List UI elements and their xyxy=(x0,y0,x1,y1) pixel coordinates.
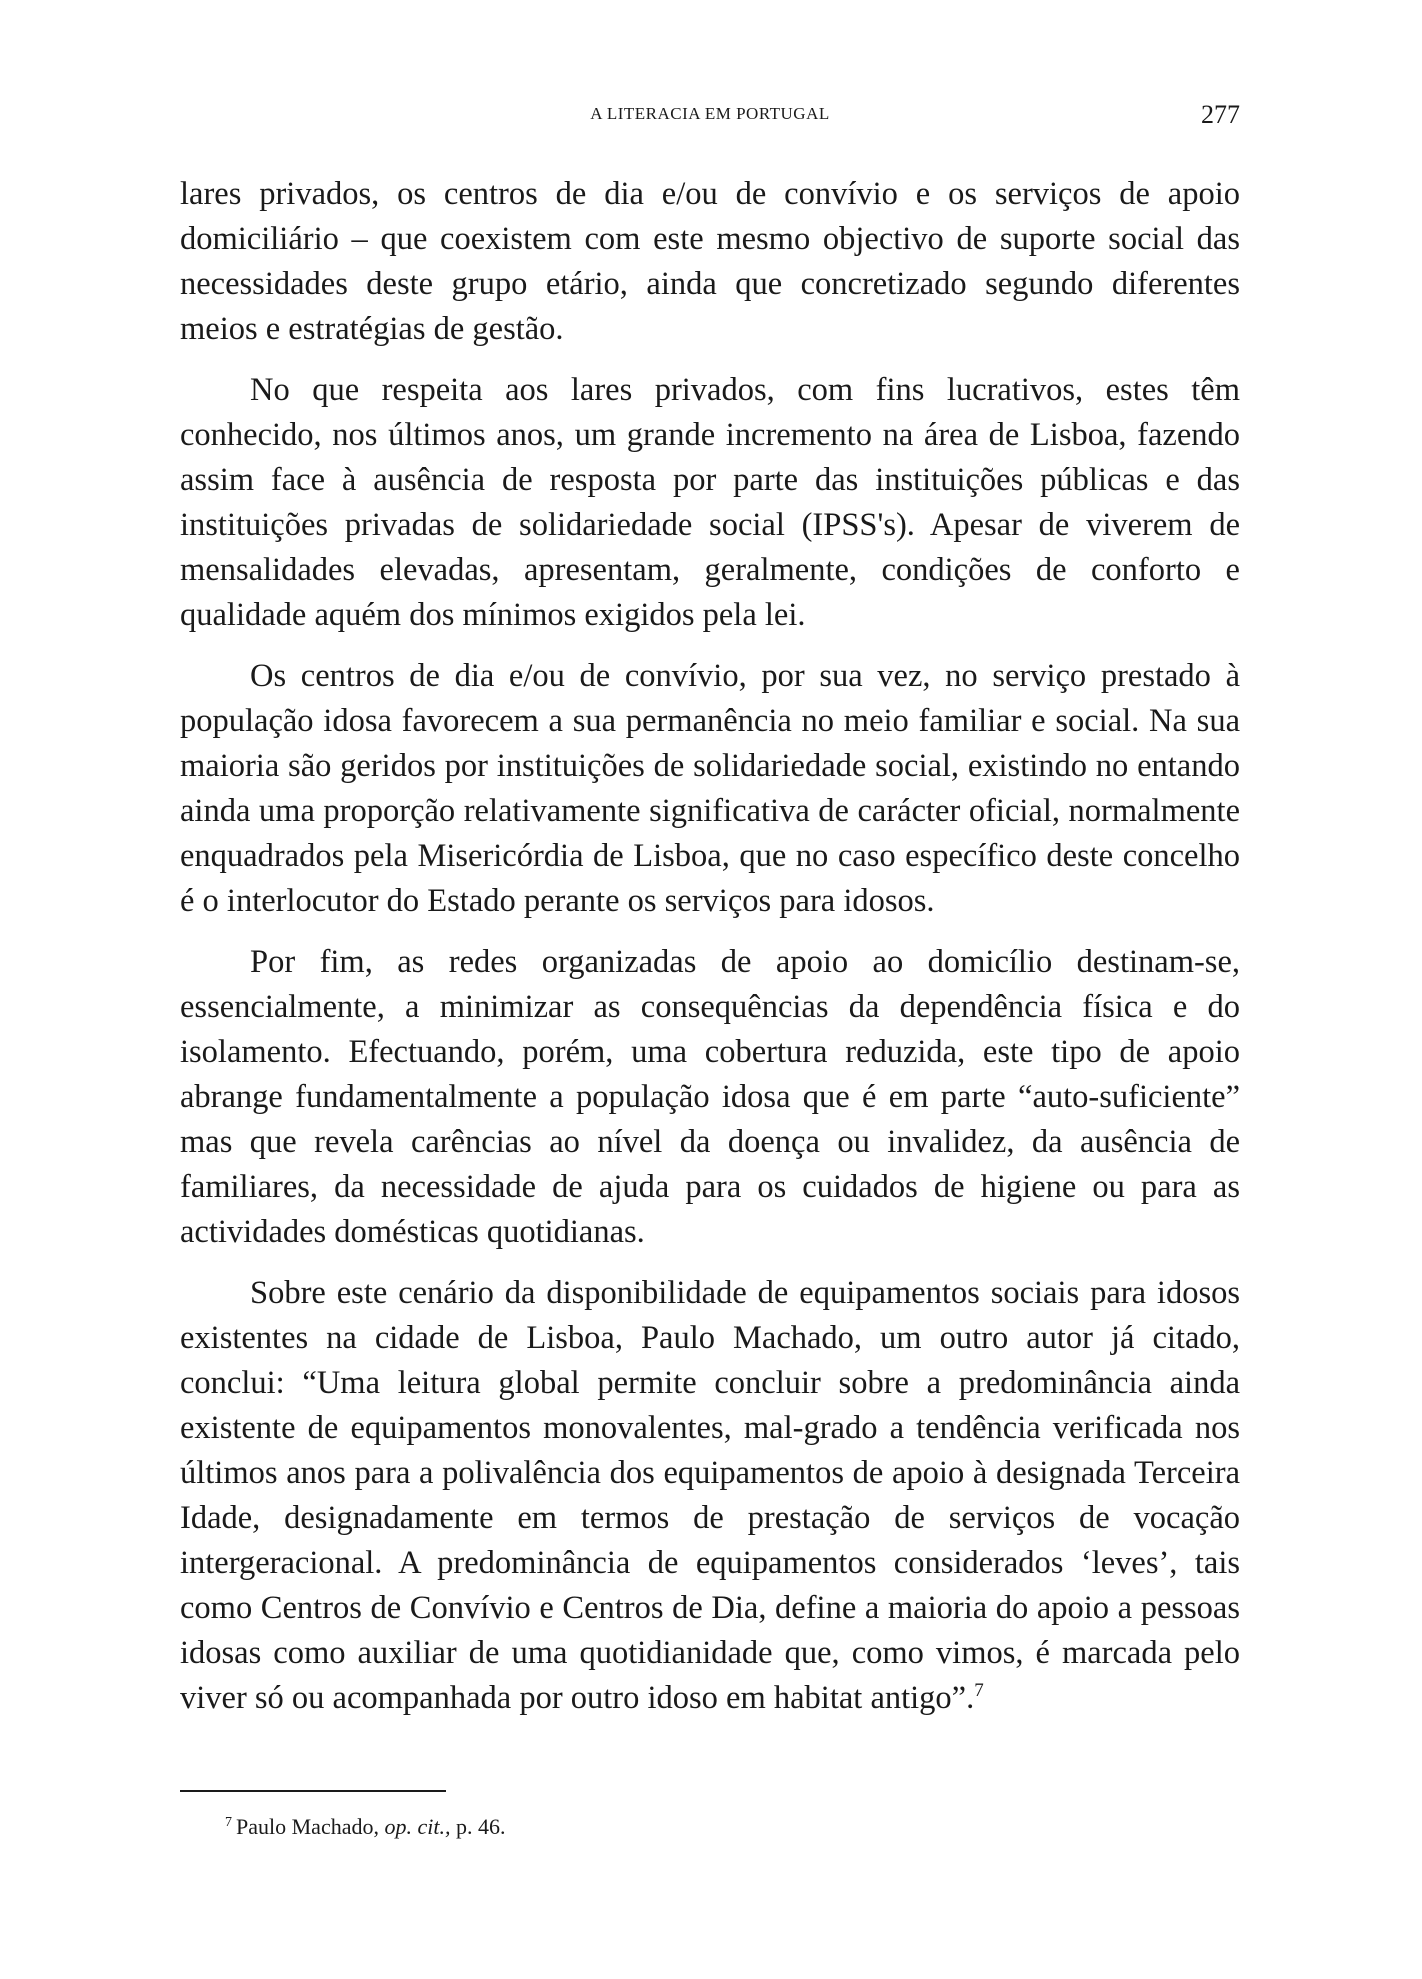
paragraph-1: lares privados, os centros de dia e/ou de convívio e os serviços de apoio domiciliário – que coexistem com este mesmo objectivo de suporte social das necessidades deste grupo etário, ainda que concretizado segundo diferentes meios e estratégias de gestão. xyxy=(180,176,1240,347)
paragraph-3: Os centros de dia e/ou de convívio, por sua vez, no serviço prestado à população idosa favorecem a sua permanência no meio familiar e social. Na sua maioria são geridos por instituições de solidariedade social, existindo no entando ainda uma proporção relativamente significativa de carácter oficial, normalmente enquadrados pela Misericórdia de Lisboa, que no caso específico deste concelho é o interlocutor do Estado perante os serviços para idosos. xyxy=(180,658,1240,919)
page-number: 277 xyxy=(1201,100,1240,129)
footnote-author: Paulo Machado, xyxy=(236,1814,379,1839)
paragraph-5-text: Sobre este cenário da disponibilidade de equipamentos sociais para idosos existentes na cidade de Lisboa, Paulo Machado, um outro autor já citado, conclui: “Uma leitura global permite concluir sobre a predominância ainda existente de equipamentos monovalentes, mal-grado a tendência verificada nos últimos anos para a polivalência dos equipamentos de apoio à designada Terceira Idade, designadamente em termos de prestação de serviços de vocação intergeracional. A predominância de equipamentos considerados ‘leves’, tais como Centros de Convívio e Centros de Dia, define a maioria do apoio a pessoas idosas como auxiliar de uma quotidianidade que, como vimos, é marcada pelo viver só ou acompanhada por outro idoso em habitat antigo”. xyxy=(180,1275,1240,1716)
footnote-op-cit: op. cit., xyxy=(384,1814,451,1839)
footnote-number: 7 xyxy=(225,1814,232,1830)
footnote-divider xyxy=(180,1790,446,1792)
paragraph-4: Por fim, as redes organizadas de apoio ao domicílio destinam-se, essencialmente, a minimizar as consequências da dependência física e do isolamento. Efectuando, porém, uma cobertura reduzida, este tipo de apoio abrange fundamentalmente a população idosa que é em parte “auto-suficiente” mas que revela carências ao nível da doença ou invalidez, da ausência de familiares, da necessidade de ajuda para os cuidados de higiene ou para as actividades domésticas quotidianas. xyxy=(180,944,1240,1250)
footnote xyxy=(225,1812,505,1842)
paragraph-2: No que respeita aos lares privados, com fins lucrativos, estes têm conhecido, nos últimos anos, um grande incremento na área de Lisboa, fazendo assim face à ausência de resposta por parte das instituições públicas e das instituições privadas de solidariedade social (IPSS's). Apesar de viverem de mensalidades elevadas, apresentam, geralmente, condições de conforto e qualidade aquém dos mínimos exigidos pela lei. xyxy=(180,372,1240,633)
paragraph-5 xyxy=(180,1271,1240,1721)
running-title: A LITERACIA EM PORTUGAL xyxy=(590,104,830,123)
body-text xyxy=(180,172,1240,1721)
running-header xyxy=(180,100,1240,140)
footnote-page: p. 46. xyxy=(455,1814,506,1839)
footnote-reference: 7 xyxy=(974,1680,984,1702)
